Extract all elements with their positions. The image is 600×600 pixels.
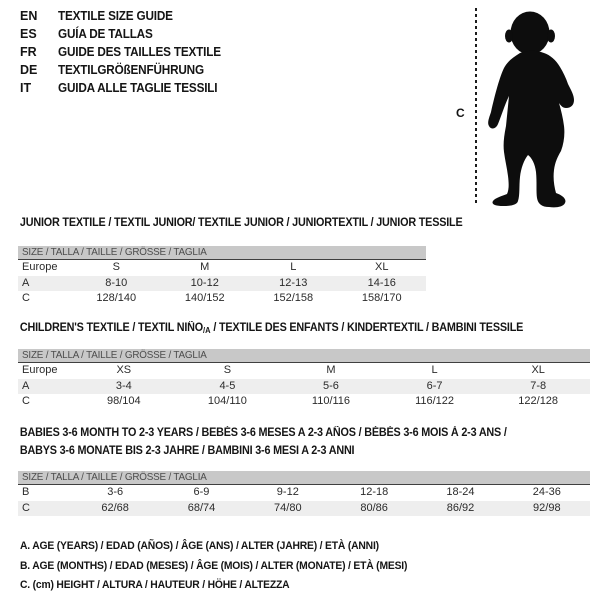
- lang-code: DE: [20, 63, 38, 77]
- cell: 9-12: [276, 486, 299, 498]
- footnote-b: B. AGE (MONTHS) / EDAD (MESES) / ÂGE (MOIS) / ALTER (MONATE) / ETÀ (MESI): [20, 559, 408, 572]
- cell: 86/92: [446, 501, 475, 514]
- size-header-bar: [18, 246, 426, 260]
- size-header-label: SIZE / TALLA / TAILLE / GRÖSSE / TAGLIA: [22, 246, 207, 258]
- cell: 128/140: [96, 292, 137, 304]
- size-header-label: SIZE / TALLA / TAILLE / GRÖSSE / TAGLIA: [22, 349, 207, 361]
- row-label: A: [22, 276, 30, 289]
- cell: L: [290, 261, 297, 273]
- cell: 122/128: [518, 395, 559, 407]
- lang-code: IT: [20, 81, 32, 95]
- cell: 80/86: [360, 501, 388, 514]
- row-label: C: [22, 501, 30, 514]
- row-label: C: [22, 395, 30, 407]
- babies-size-table-section: [18, 423, 590, 516]
- row-label: B: [22, 486, 30, 498]
- height-measure-label: C: [456, 106, 465, 120]
- table-row: [18, 363, 590, 379]
- lang-code: ES: [20, 27, 37, 41]
- lang-row-en: [20, 7, 231, 25]
- cell: XL: [531, 364, 545, 376]
- cell: 152/158: [273, 292, 314, 304]
- junior-size-table-section: [18, 213, 463, 307]
- size-header-bar: [18, 349, 590, 363]
- title-subscript: /A: [203, 326, 211, 335]
- cell: 24-36: [532, 486, 561, 498]
- size-header-bar: [18, 471, 590, 485]
- babies-table-title-line1: BABIES 3-6 MONTH TO 2-3 YEARS / BEBÉS 3-6 MESES A 2-3 AÑOS / BÉBÉS 3-6 MOIS À 2-3 ANS /: [19, 427, 507, 439]
- cell: 4-5: [219, 379, 236, 392]
- babies-table-title-line2: BABYS 3-6 MONATE BIS 2-3 JAHRE / BAMBINI 3-6 MESI A 2-3 ANNI: [19, 445, 355, 457]
- cell: XL: [375, 261, 389, 273]
- cell: 68/74: [187, 501, 216, 514]
- cell: 18-24: [446, 486, 475, 498]
- cell: M: [200, 261, 210, 273]
- cell: 140/152: [184, 292, 225, 304]
- lang-code: EN: [20, 9, 38, 23]
- cell: 12-13: [279, 276, 308, 289]
- height-measure-dashed-line: [475, 8, 477, 206]
- footnote-a: A. AGE (YEARS) / EDAD (AÑOS) / ÂGE (ANS) / ALTER (JAHRE) / ETÀ (ANNI): [20, 540, 379, 552]
- cell: L: [431, 364, 438, 376]
- table-row: [18, 276, 426, 292]
- cell: 92/98: [533, 501, 561, 514]
- cell: 62/68: [101, 501, 129, 514]
- footnote-c: C. (cm) HEIGHT / ALTURA / HAUTEUR / HÖHE / ALTEZZA: [20, 579, 290, 591]
- cell: 6-9: [193, 486, 210, 498]
- children-table-title: [18, 321, 523, 336]
- cell: M: [326, 364, 336, 376]
- lang-row-fr: [20, 43, 231, 61]
- size-header-label: SIZE / TALLA / TAILLE / GRÖSSE / TAGLIA: [22, 471, 207, 483]
- cell: 98/104: [106, 395, 141, 407]
- lang-title: TEXTILE SIZE GUIDE: [58, 9, 173, 23]
- lang-title: TEXTILGRÖßENFÜHRUNG: [58, 63, 204, 77]
- lang-title: GUÍA DE TALLAS: [58, 27, 153, 41]
- cell: 116/122: [415, 395, 455, 407]
- cell: 5-6: [323, 379, 339, 392]
- cell: 3-4: [115, 379, 132, 392]
- title-part: CHILDREN'S TEXTILE / TEXTIL NIÑO: [19, 322, 204, 334]
- cell: 3-6: [107, 486, 124, 498]
- children-size-table-section: [18, 318, 590, 410]
- lang-row-es: [20, 25, 231, 43]
- cell: 110/116: [311, 395, 351, 407]
- cell: S: [223, 364, 232, 376]
- cell: 6-7: [426, 379, 443, 392]
- lang-row-de: [20, 61, 231, 79]
- cell: 7-8: [530, 379, 547, 392]
- table-row: [18, 291, 426, 307]
- lang-title: GUIDE DES TAILLES TEXTILE: [58, 45, 221, 59]
- cell: 158/170: [361, 292, 402, 304]
- table-row: [18, 379, 590, 395]
- table-row: [18, 394, 590, 410]
- table-row: [18, 485, 590, 501]
- junior-table-title: JUNIOR TEXTILE / TEXTIL JUNIOR/ TEXTILE JUNIOR / JUNIORTEXTIL / JUNIOR TESSILE: [19, 217, 463, 229]
- cell: 8-10: [105, 276, 128, 289]
- baby-silhouette-icon: [482, 6, 594, 208]
- lang-title: GUIDA ALLE TAGLIE TESSILI: [58, 81, 218, 95]
- cell: 10-12: [190, 276, 219, 289]
- lang-code: FR: [20, 45, 37, 59]
- cell: 12-18: [360, 486, 389, 498]
- row-label: Europe: [22, 364, 58, 376]
- cell: 74/80: [274, 501, 302, 514]
- cell: 14-16: [367, 276, 396, 289]
- lang-row-it: [20, 79, 231, 97]
- cell: XS: [116, 364, 132, 376]
- cell: S: [112, 261, 120, 273]
- table-row: [18, 260, 426, 276]
- cell: 104/110: [207, 395, 247, 407]
- row-label: C: [22, 292, 30, 304]
- row-label: Europe: [22, 261, 58, 273]
- language-title-list: [20, 7, 231, 97]
- title-part: / TEXTILE DES ENFANTS / KINDERTEXTIL / BAMBINI TESSILE: [210, 322, 524, 334]
- table-row: [18, 501, 590, 517]
- footnote-legend: [20, 536, 600, 595]
- row-label: A: [22, 379, 30, 392]
